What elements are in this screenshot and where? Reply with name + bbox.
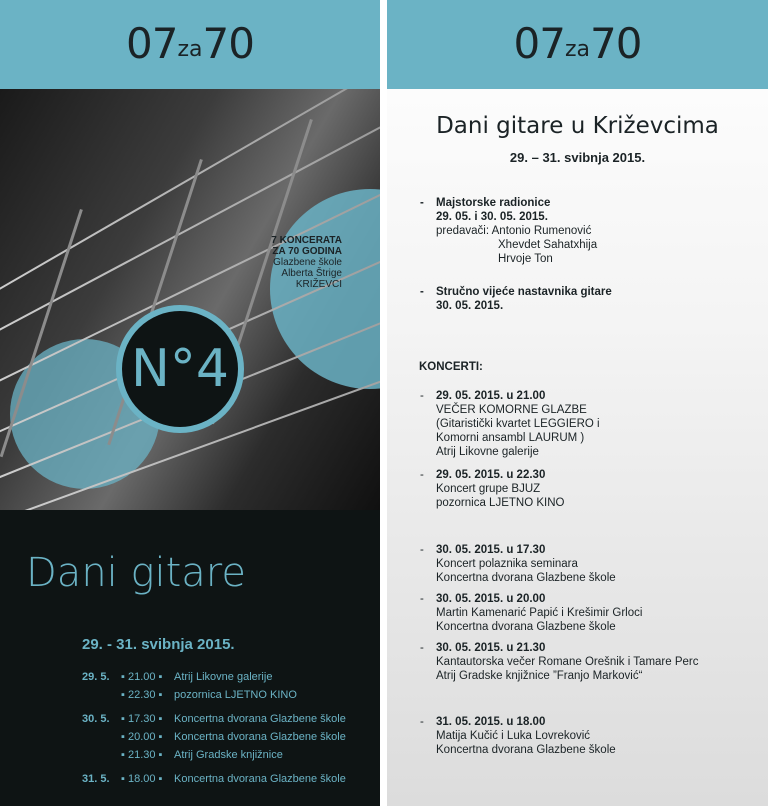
concert-number-badge: N°4 [116, 305, 244, 433]
schedule-row: ▪ 21.30 ▪ Atrij Gradske knjižnice [121, 749, 283, 761]
workshop-block: - Majstorske radionice 29. 05. i 30. 05. 2015. predavači: Antonio Rumenović Xhevdet Sahatxhija Hrvoje Ton [420, 197, 598, 265]
schedule-row: 29. 5. ▪ 21.00 ▪ Atrij Likovne galerije [82, 671, 273, 683]
right-title: Dani gitare u Križevcima [436, 113, 719, 139]
left-title: Dani gitare [26, 550, 246, 596]
concert-item: - 30. 05. 2015. u 20.00 Martin Kamenarić Papić i Krešimir Grloci Koncertna dvorana Glazbene škole [420, 593, 643, 633]
schedule-list [82, 668, 380, 788]
right-logo: 07za70 [513, 19, 642, 68]
right-date: 29. – 31. svibnja 2015. [509, 150, 646, 165]
guitar-photo [0, 89, 380, 510]
schedule-row: ▪ 20.00 ▪ Koncertna dvorana Glazbene škole [121, 731, 346, 743]
right-header-bar [387, 0, 768, 89]
concert-item: - 31. 05. 2015. u 18.00 Matija Kučić i Luka Lovreković Koncertna dvorana Glazbene škole [420, 716, 616, 756]
concert-item: - 29. 05. 2015. u 21.00 VEČER KOMORNE GLAZBE (Gitaristički kvartet LEGGIERO i Komorni ansambl LAURUM ) Atrij Likovne galerije [420, 390, 600, 458]
left-header-bar [0, 0, 380, 89]
left-logo: 07za70 [126, 19, 254, 68]
schedule-row: 30. 5. ▪ 17.30 ▪ Koncertna dvorana Glazbene škole [82, 713, 346, 725]
concerts-heading: KONCERTI: [419, 361, 483, 373]
badge-text: 7 KONCERATA ZA 70 GODINA Glazbene škole Alberta Štrige KRIŽEVCI [271, 235, 342, 290]
left-date: 29. - 31. svibnja 2015. [82, 636, 235, 653]
right-panel [387, 0, 768, 806]
schedule-row: 31. 5. ▪ 18.00 ▪ Koncertna dvorana Glazbene škole [82, 773, 346, 785]
concert-item: - 30. 05. 2015. u 17.30 Koncert polaznika seminara Koncertna dvorana Glazbene škole [420, 544, 616, 584]
concert-item: - 30. 05. 2015. u 21.30 Kantautorska večer Romane Orešnik i Tamare Perc Atrij Gradske knjižnice ”Franjo Marković“ [420, 642, 699, 682]
panel-divider [380, 0, 387, 806]
council-block: - Stručno vijeće nastavnika gitare 30. 05. 2015. [420, 286, 612, 312]
left-panel [0, 0, 380, 806]
concert-item: - 29. 05. 2015. u 22.30 Koncert grupe BJUZ pozornica LJETNO KINO [420, 469, 565, 509]
schedule-row: ▪ 22.30 ▪ pozornica LJETNO KINO [121, 689, 297, 701]
